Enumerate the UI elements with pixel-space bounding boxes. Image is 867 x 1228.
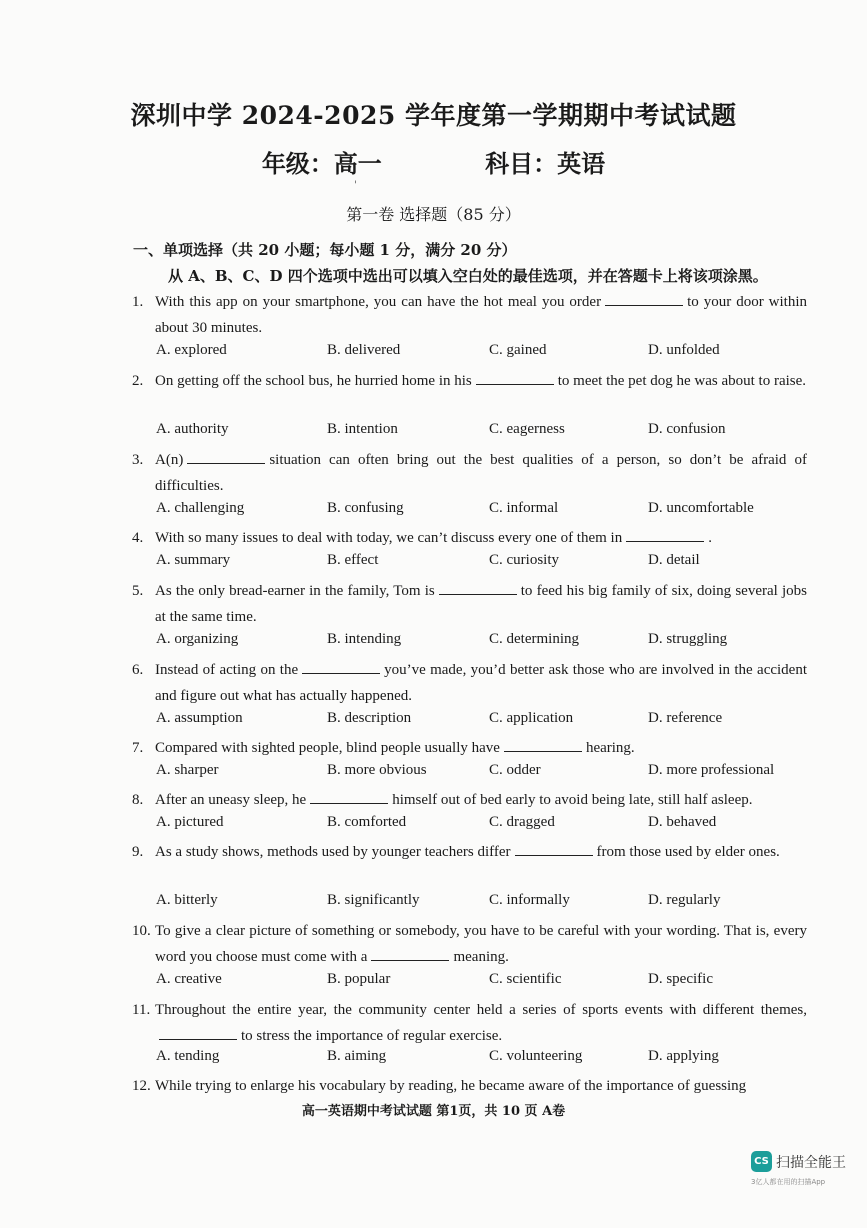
option-d: D. reference [648, 710, 723, 726]
option-b: B. popular [327, 971, 391, 987]
question-text-after: himself out of bed early to avoid being late, still half asleep. [392, 792, 753, 808]
option-b: B. intending [327, 631, 402, 647]
question-stem [132, 918, 807, 970]
answer-blank [626, 527, 704, 542]
question-text [155, 918, 807, 970]
question-text [155, 787, 807, 813]
question-text [155, 525, 807, 551]
option-c: C. odder [489, 762, 541, 778]
question-stem [132, 578, 807, 630]
question-text-before: After an uneasy sleep, he [155, 792, 307, 808]
answer-blank [302, 659, 380, 674]
question-text-before: Compared with sighted people, blind people usually have [155, 740, 500, 756]
option-row [156, 892, 806, 914]
question-stem [132, 368, 807, 394]
question-stem [132, 787, 807, 813]
question-text-before: With this app on your smartphone, you can have the hot meal you order [155, 294, 602, 310]
option-a: A. explored [156, 342, 227, 358]
question-text-before: A(n) [155, 452, 184, 468]
option-d: D. specific [648, 971, 713, 987]
question-text-after: to feed his big family of six, doing several jobs at the same time. [155, 583, 807, 625]
answer-blank [187, 449, 265, 464]
question-stem [132, 289, 807, 341]
question-text-after: you’ve made, you’d better ask those who are involved in the accident and figure out what has actually happened. [155, 662, 807, 704]
question-text-after: hearing. [585, 740, 635, 756]
question-stem [132, 735, 807, 761]
option-a: A. pictured [156, 814, 224, 830]
option-c: C. informally [489, 892, 570, 908]
question-number: 12. [132, 1078, 151, 1094]
camscanner-logo-icon: CS [751, 1151, 772, 1172]
option-c: C. determining [489, 631, 579, 647]
section-title: 一、单项选择（共 20 小题；每小题 1 分，满分 20 分） [133, 241, 517, 259]
question-text-after: . [708, 530, 712, 546]
option-row [156, 710, 806, 732]
question-text [155, 578, 807, 630]
option-row [156, 421, 806, 443]
question-text [155, 839, 807, 865]
answer-blank [310, 789, 388, 804]
option-d: D. detail [648, 552, 700, 568]
option-a: A. summary [156, 552, 231, 568]
option-c: C. volunteering [489, 1048, 583, 1064]
option-d: D. more professional [648, 762, 775, 778]
option-a: A. assumption [156, 710, 243, 726]
option-row [156, 631, 806, 653]
question-stem [132, 447, 807, 499]
question-text-after: meaning. [453, 949, 509, 965]
stray-mark: ' [354, 180, 357, 191]
question-stem [132, 839, 807, 865]
question-number: 4. [132, 530, 144, 546]
question-number: 2. [132, 373, 144, 389]
question-text-after: to meet the pet dog he was about to raise. [557, 373, 807, 389]
option-b: B. comforted [327, 814, 407, 830]
option-b: B. delivered [327, 342, 401, 358]
answer-blank [605, 291, 683, 306]
question-text [155, 657, 807, 709]
option-c: C. application [489, 710, 574, 726]
option-row [156, 500, 806, 522]
option-row [156, 971, 806, 993]
option-d: D. behaved [648, 814, 717, 830]
question-stem [132, 997, 807, 1049]
question-text-before: Throughout the entire year, the community center held a series of sports events with different themes, [155, 1002, 807, 1018]
question-number: 5. [132, 583, 144, 599]
exam-title: 深圳中学 2024-2025 学年度第一学期期中考试试题 [130, 101, 737, 130]
option-c: C. gained [489, 342, 547, 358]
question-number: 6. [132, 662, 144, 678]
question-number: 11. [132, 1002, 151, 1018]
question-number: 10. [132, 923, 151, 939]
question-number: 8. [132, 792, 144, 808]
option-row [156, 552, 806, 574]
subject-label: 科目：英语 [485, 149, 606, 178]
option-row [156, 1048, 806, 1070]
option-a: A. bitterly [156, 892, 218, 908]
question-stem [132, 1073, 807, 1099]
answer-blank [504, 737, 582, 752]
option-c: C. dragged [489, 814, 555, 830]
option-row [156, 814, 806, 836]
question-text-before: As a study shows, methods used by younger teachers differ [155, 844, 511, 860]
scanner-tagline: 3亿人都在用的扫描App [751, 1178, 826, 1186]
question-text [155, 447, 807, 499]
question-text-before: Instead of acting on the [155, 662, 299, 678]
option-c: C. eagerness [489, 421, 565, 437]
option-d: D. confusion [648, 421, 726, 437]
option-a: A. authority [156, 421, 229, 437]
option-d: D. applying [648, 1048, 719, 1064]
option-a: A. creative [156, 971, 222, 987]
question-text [155, 368, 807, 394]
question-number: 9. [132, 844, 144, 860]
question-text-before: While trying to enlarge his vocabulary by reading, he became aware of the importance of guessing [155, 1078, 747, 1094]
option-c: C. curiosity [489, 552, 559, 568]
answer-blank [476, 370, 554, 385]
part-heading: 第一卷 选择题（85 分） [346, 205, 521, 224]
question-text-after: to your door within about 30 minutes. [155, 294, 808, 336]
option-a: A. sharper [156, 762, 219, 778]
option-b: B. intention [327, 421, 398, 437]
question-number: 1. [132, 294, 144, 310]
scanner-watermark [751, 1150, 851, 1190]
option-row [156, 762, 806, 784]
option-d: D. struggling [648, 631, 728, 647]
option-b: B. more obvious [327, 762, 427, 778]
question-text-after: situation can often bring out the best qualities of a person, so don’t be afraid of difficulties. [155, 452, 807, 494]
answer-blank [371, 946, 449, 961]
option-c: C. scientific [489, 971, 562, 987]
question-number: 7. [132, 740, 144, 756]
grade-label: 年级：高一 [261, 149, 382, 178]
exam-meta [0, 144, 867, 179]
option-d: D. uncomfortable [648, 500, 754, 516]
question-text-before: With so many issues to deal with today, we can’t discuss every one of them in [155, 530, 623, 546]
question-text-before: As the only bread-earner in the family, Tom is [155, 583, 435, 599]
question-number: 3. [132, 452, 144, 468]
option-d: D. unfolded [648, 342, 720, 358]
option-d: D. regularly [648, 892, 721, 908]
question-text-before: On getting off the school bus, he hurried home in his [155, 373, 472, 389]
question-text [155, 735, 807, 761]
option-a: A. organizing [156, 631, 239, 647]
question-text-after: from those used by elder ones. [596, 844, 780, 860]
question-stem [132, 657, 807, 709]
option-b: B. significantly [327, 892, 420, 908]
question-text-before: To give a clear picture of something or somebody, you have to be careful with your wording. That is, every word you choose must come with a [155, 923, 807, 965]
option-b: B. effect [327, 552, 379, 568]
question-text [155, 997, 807, 1049]
option-a: A. challenging [156, 500, 245, 516]
question-text-after: to stress the importance of regular exercise. [241, 1028, 503, 1044]
answer-blank [159, 1025, 237, 1040]
answer-blank [439, 580, 517, 595]
page-footer: 高一英语期中考试试题 第1页，共 10 页 A卷 [301, 1104, 566, 1119]
question-stem [132, 525, 807, 551]
scanner-app-name: 扫描全能王 [776, 1155, 846, 1171]
answer-blank [515, 841, 593, 856]
option-a: A. tending [156, 1048, 220, 1064]
option-c: C. informal [489, 500, 559, 516]
question-text [155, 1073, 807, 1099]
option-row [156, 342, 806, 364]
question-text [155, 289, 807, 341]
section-instruction: 从 A、B、C、D 四个选项中选出可以填入空白处的最佳选项，并在答题卡上将该项涂黑。 [168, 267, 768, 285]
option-b: B. confusing [327, 500, 404, 516]
option-b: B. description [327, 710, 412, 726]
option-b: B. aiming [327, 1048, 387, 1064]
